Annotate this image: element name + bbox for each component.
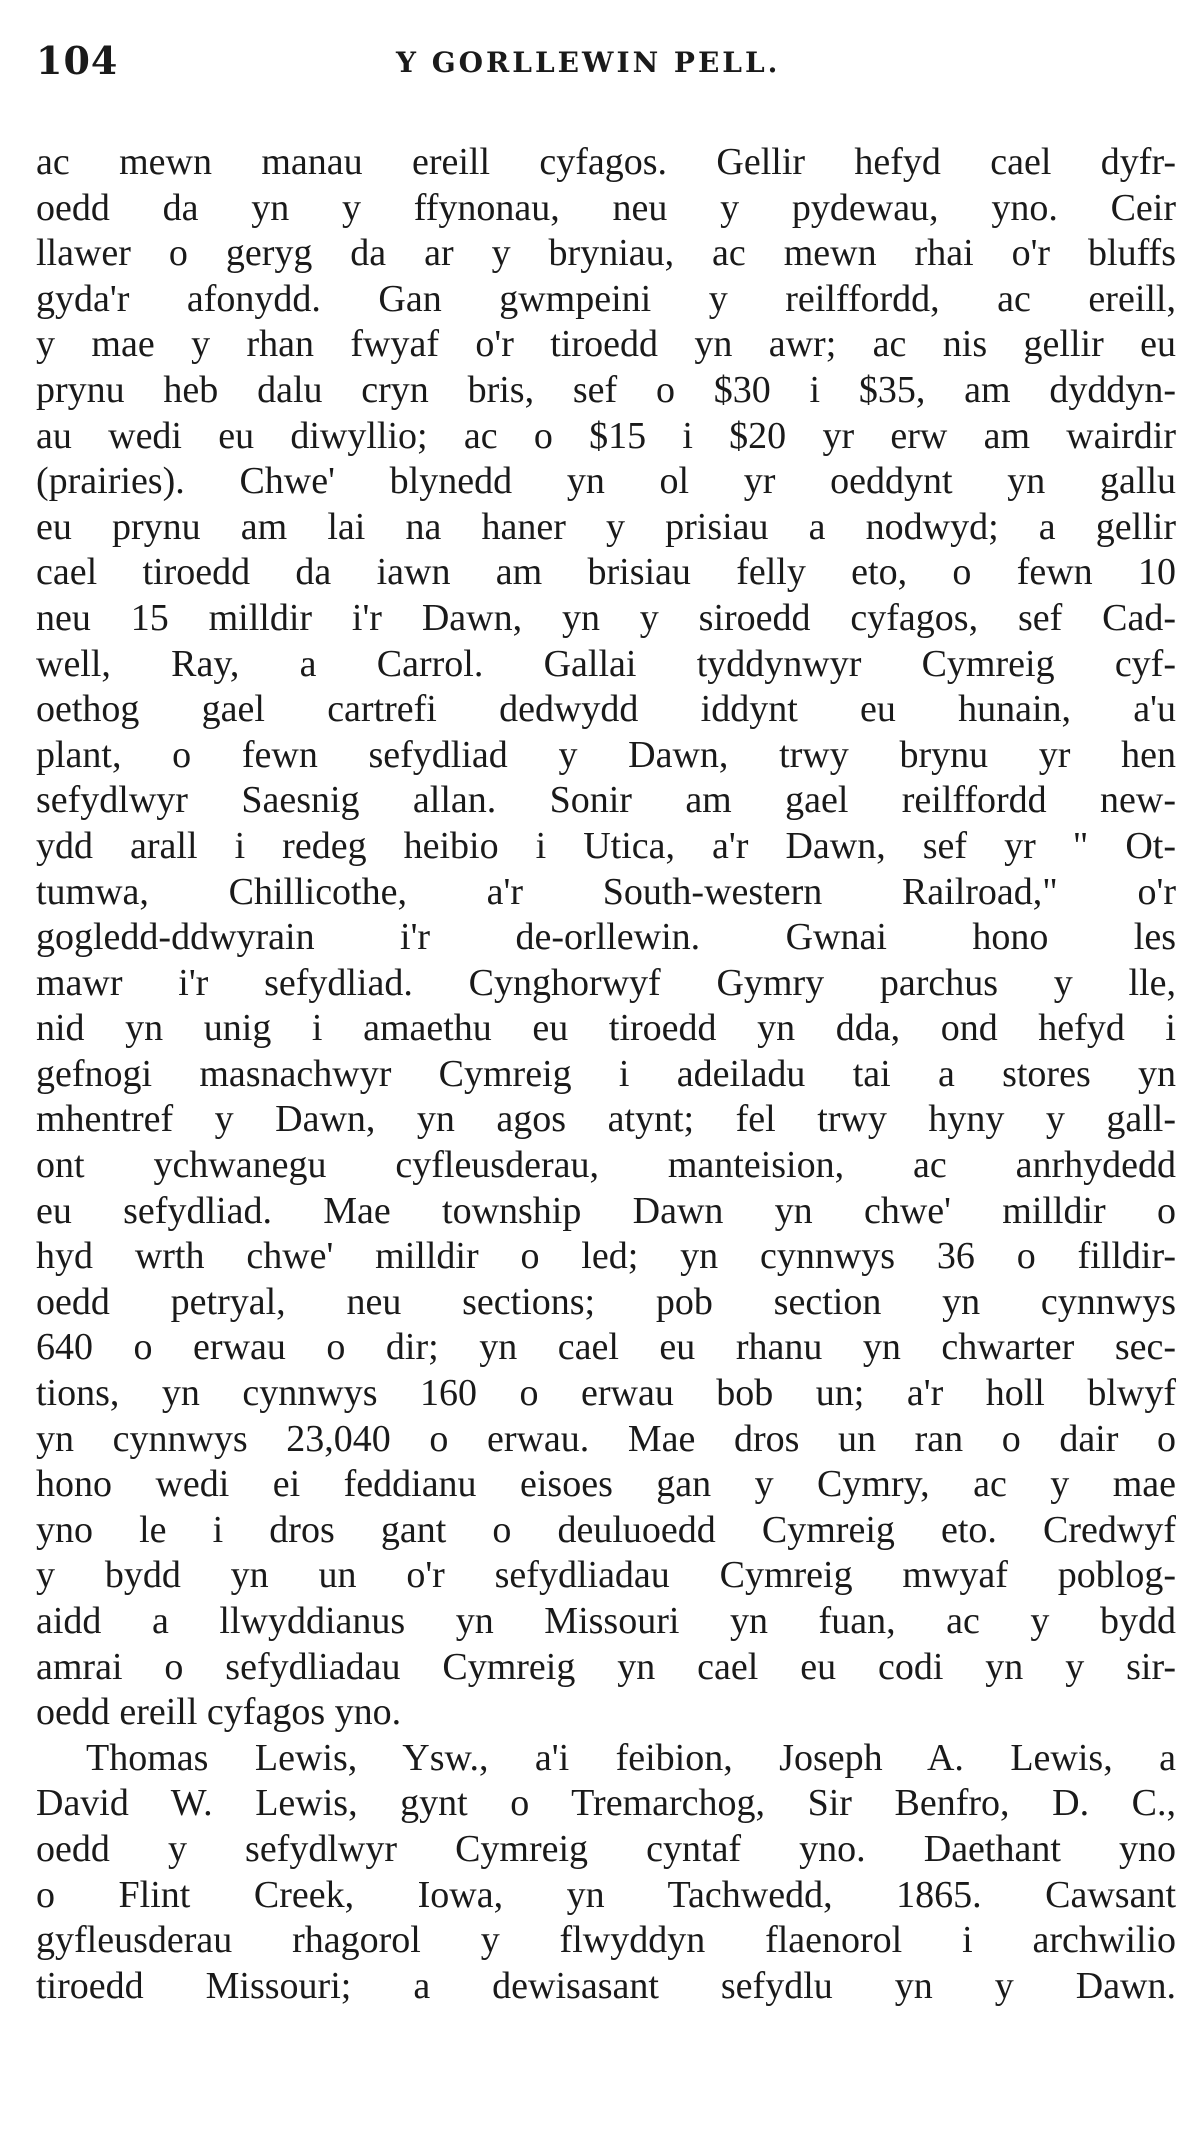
text-line: y mae y rhan fwyaf o'r tiroedd yn awr; ac nis gellir eu [36, 323, 1176, 366]
text-line: gyda'r afonydd. Gan gwmpeini y reilffordd, ac ereill, [36, 277, 1176, 320]
text-line: mawr i'r sefydliad. Cynghorwyf Gymry parchus y lle, [36, 961, 1176, 1004]
text-line: neu 15 milldir i'r Dawn, yn y siroedd cyfagos, sef Cad- [36, 596, 1176, 639]
text-line: amrai o sefydliadau Cymreig yn cael eu codi yn y sir- [36, 1645, 1176, 1688]
text-line: David W. Lewis, gynt o Tremarchog, Sir Benfro, D. C., [36, 1782, 1176, 1825]
text-line: eu prynu am lai na haner y prisiau a nodwyd; a gellir [36, 505, 1176, 548]
text-line: hyd wrth chwe' milldir o led; yn cynnwys 36 o filldir- [36, 1235, 1176, 1278]
text-line: mhentref y Dawn, yn agos atynt; fel trwy hyny y gall- [36, 1098, 1176, 1141]
text-line: oethog gael cartrefi dedwydd iddynt eu hunain, a'u [36, 688, 1176, 731]
text-line: y bydd yn un o'r sefydliadau Cymreig mwyaf poblog- [36, 1554, 1176, 1597]
paragraph-end-line: oedd ereill cyfagos yno. [36, 1691, 402, 1734]
text-line: gefnogi masnachwyr Cymreig i adeiladu tai a stores yn [36, 1052, 1176, 1095]
text-line: ac mewn manau ereill cyfagos. Gellir hefyd cael dyfr- [36, 141, 1176, 183]
text-line: well, Ray, a Carrol. Gallai tyddynwyr Cymreig cyf- [36, 642, 1176, 685]
text-line: eu sefydliad. Mae township Dawn yn chwe' milldir o [36, 1189, 1176, 1232]
text-line: gogledd-ddwyrain i'r de-orllewin. Gwnai hono les [36, 916, 1176, 959]
text-line: llawer o geryg da ar y bryniau, ac mewn rhai o'r bluffs [36, 232, 1176, 275]
text-line: 640 o erwau o dir; yn cael eu rhanu yn chwarter sec- [36, 1326, 1176, 1369]
text-line: sefydlwyr Saesnig allan. Sonir am gael reilffordd new- [36, 779, 1176, 822]
text-line: yn cynnwys 23,040 o erwau. Mae dros un ran o dair o [36, 1417, 1176, 1460]
text-line: oedd petryal, neu sections; pob section yn cynnwys [36, 1280, 1176, 1323]
text-line: prynu heb dalu cryn bris, sef o $30 i $35, am dyddyn- [36, 368, 1176, 411]
running-title: Y GORLLEWIN PELL. [396, 46, 781, 79]
text-line: yno le i dros gant o deuluoedd Cymreig eto. Credwyf [36, 1508, 1176, 1551]
text-line: (prairies). Chwe' blynedd yn ol yr oeddynt yn gallu [36, 460, 1176, 503]
text-line: ydd arall i redeg heibio i Utica, a'r Dawn, sef yr " Ot- [36, 824, 1176, 867]
text-line: nid yn unig i amaethu eu tiroedd yn dda, ond hefyd i [36, 1007, 1176, 1050]
body-text [36, 140, 1176, 2009]
text-line: tions, yn cynnwys 160 o erwau bob un; a'r holl blwyf [36, 1372, 1176, 1415]
paragraph-start-line: Thomas Lewis, Ysw., a'i feibion, Joseph A. Lewis, a [86, 1736, 1176, 1779]
text-line: aidd a llwyddianus yn Missouri yn fuan, ac y bydd [36, 1600, 1176, 1642]
page-header [36, 38, 1176, 98]
text-line: cael tiroedd da iawn am brisiau felly eto, o fewn 10 [36, 551, 1176, 594]
text-line: ont ychwanegu cyfleusderau, manteision, ac anrhydedd [36, 1144, 1176, 1187]
text-line: oedd da yn y ffynonau, neu y pydewau, yno. Ceir [36, 186, 1176, 229]
text-line: gyfleusderau rhagorol y flwyddyn flaenorol i archwilio [36, 1919, 1176, 1962]
text-line: au wedi eu diwyllio; ac o $15 i $20 yr erw am wairdir [36, 414, 1176, 457]
text-line: hono wedi ei feddianu eisoes gan y Cymry, ac y mae [36, 1463, 1176, 1506]
text-line: plant, o fewn sefydliad y Dawn, trwy brynu yr hen [36, 733, 1176, 776]
text-line: tumwa, Chillicothe, a'r South-western Railroad," o'r [36, 870, 1176, 913]
text-line: oedd y sefydlwyr Cymreig cyntaf yno. Daethant yno [36, 1827, 1176, 1870]
text-line: o Flint Creek, Iowa, yn Tachwedd, 1865. Cawsant [36, 1873, 1176, 1916]
page-number: 104 [36, 38, 119, 83]
text-line: tiroedd Missouri; a dewisasant sefydlu yn y Dawn. [36, 1964, 1176, 2007]
